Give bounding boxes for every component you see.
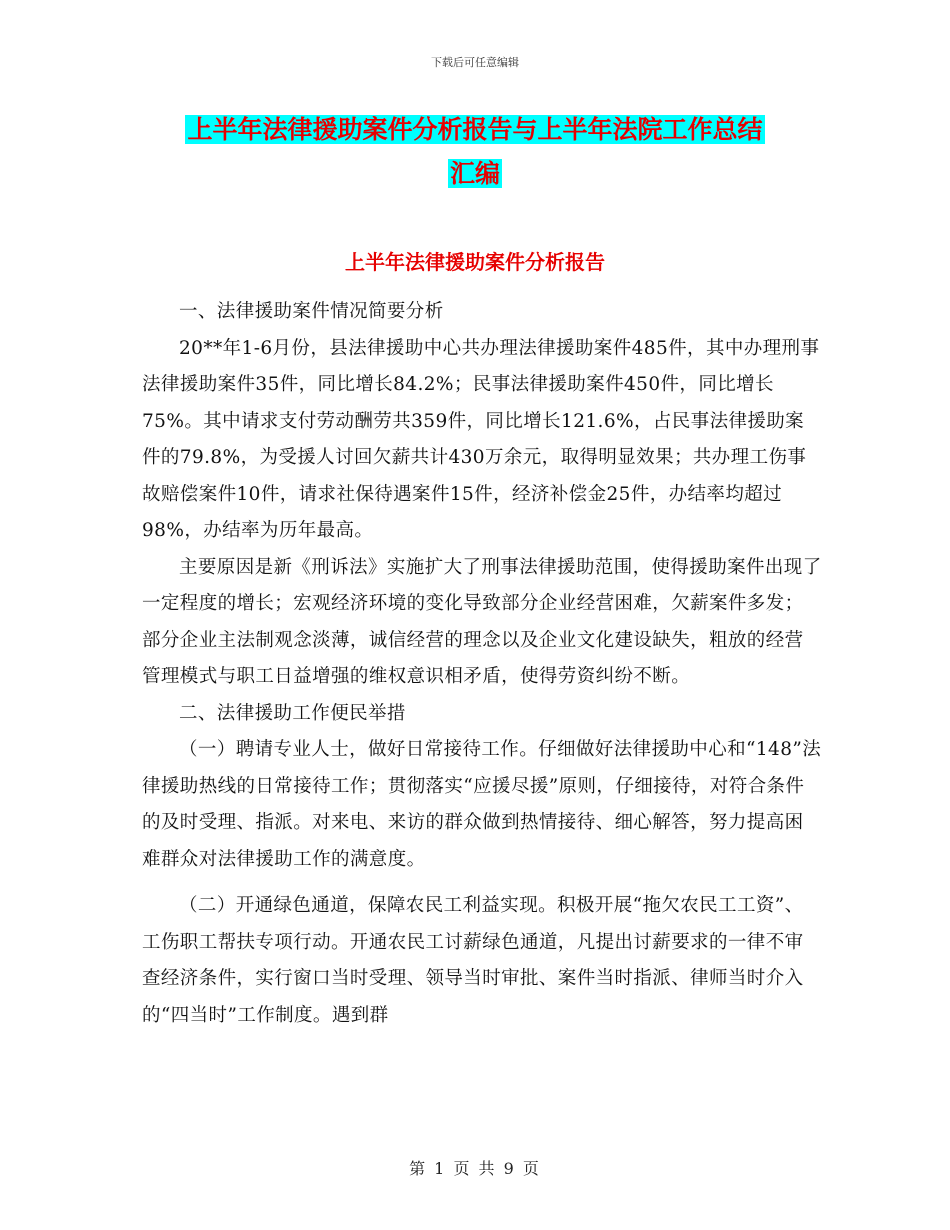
- paragraph-heading-2: 二、法律援助工作便民举措: [179, 702, 406, 724]
- document-title-line2: 汇编: [449, 159, 500, 188]
- document-body: [142, 294, 822, 1034]
- paragraph: （二）开通绿色通道，保障农民工利益实现。积极开展“拖欠农民工工资”、工伤职工帮扶专项行动。开通农民工讨薪绿色通道，凡提出讨薪要求的一律不审查经济条件，实行窗口当时受理、领导当时审批、案件当时指派、律师当时介入的“四当时”工作制度。遇到群: [142, 895, 804, 1026]
- paragraph: 主要原因是新《刑诉法》实施扩大了刑事法律援助范围，使得援助案件出现了一定程度的增长；宏观经济环境的变化导致部分企业经营困难，欠薪案件多发；部分企业主法制观念淡薄，诚信经营的理念以及企业文化建设缺失，粗放的经营管理模式与职工日益增强的维权意识相矛盾，使得劳资纠纷不断。: [142, 556, 822, 687]
- section-title: 上半年法律援助案件分析报告: [345, 250, 605, 274]
- page-number: 第 1 页 共 9 页: [409, 1159, 541, 1178]
- document-title: [0, 108, 950, 196]
- document-title-line1: 上半年法律援助案件分析报告与上半年法院工作总结: [187, 115, 763, 144]
- paragraph: （一）聘请专业人士，做好日常接待工作。仔细做好法律援助中心和“148”法律援助热线的日常接待工作；贯彻落实“应援尽援”原则，仔细接待，对符合条件的及时受理、指派。对来电、来访的群众做到热情接待、细心解答，努力提高困难群众对法律援助工作的满意度。: [142, 739, 822, 870]
- header-note: 下载后可任意编辑: [431, 56, 519, 69]
- paragraph-heading-1: 一、法律援助案件情况简要分析: [179, 301, 444, 322]
- paragraph: 20**年1-6月份，县法律援助中心共办理法律援助案件485件，其中办理刑事法律援助案件35件，同比增长84.2%；民事法律援助案件450件，同比增长75%。其中请求支付劳动酬劳共359件，同比增长121.6%，占民事法律援助案件的79.8%，为受援人讨回欠薪共计430万余元，取得明显效果；共办理工伤事故赔偿案件10件，请求社保待遇案件15件，经济补偿金25件，办结率均超过98%，办结率为历年最高。: [142, 337, 820, 541]
